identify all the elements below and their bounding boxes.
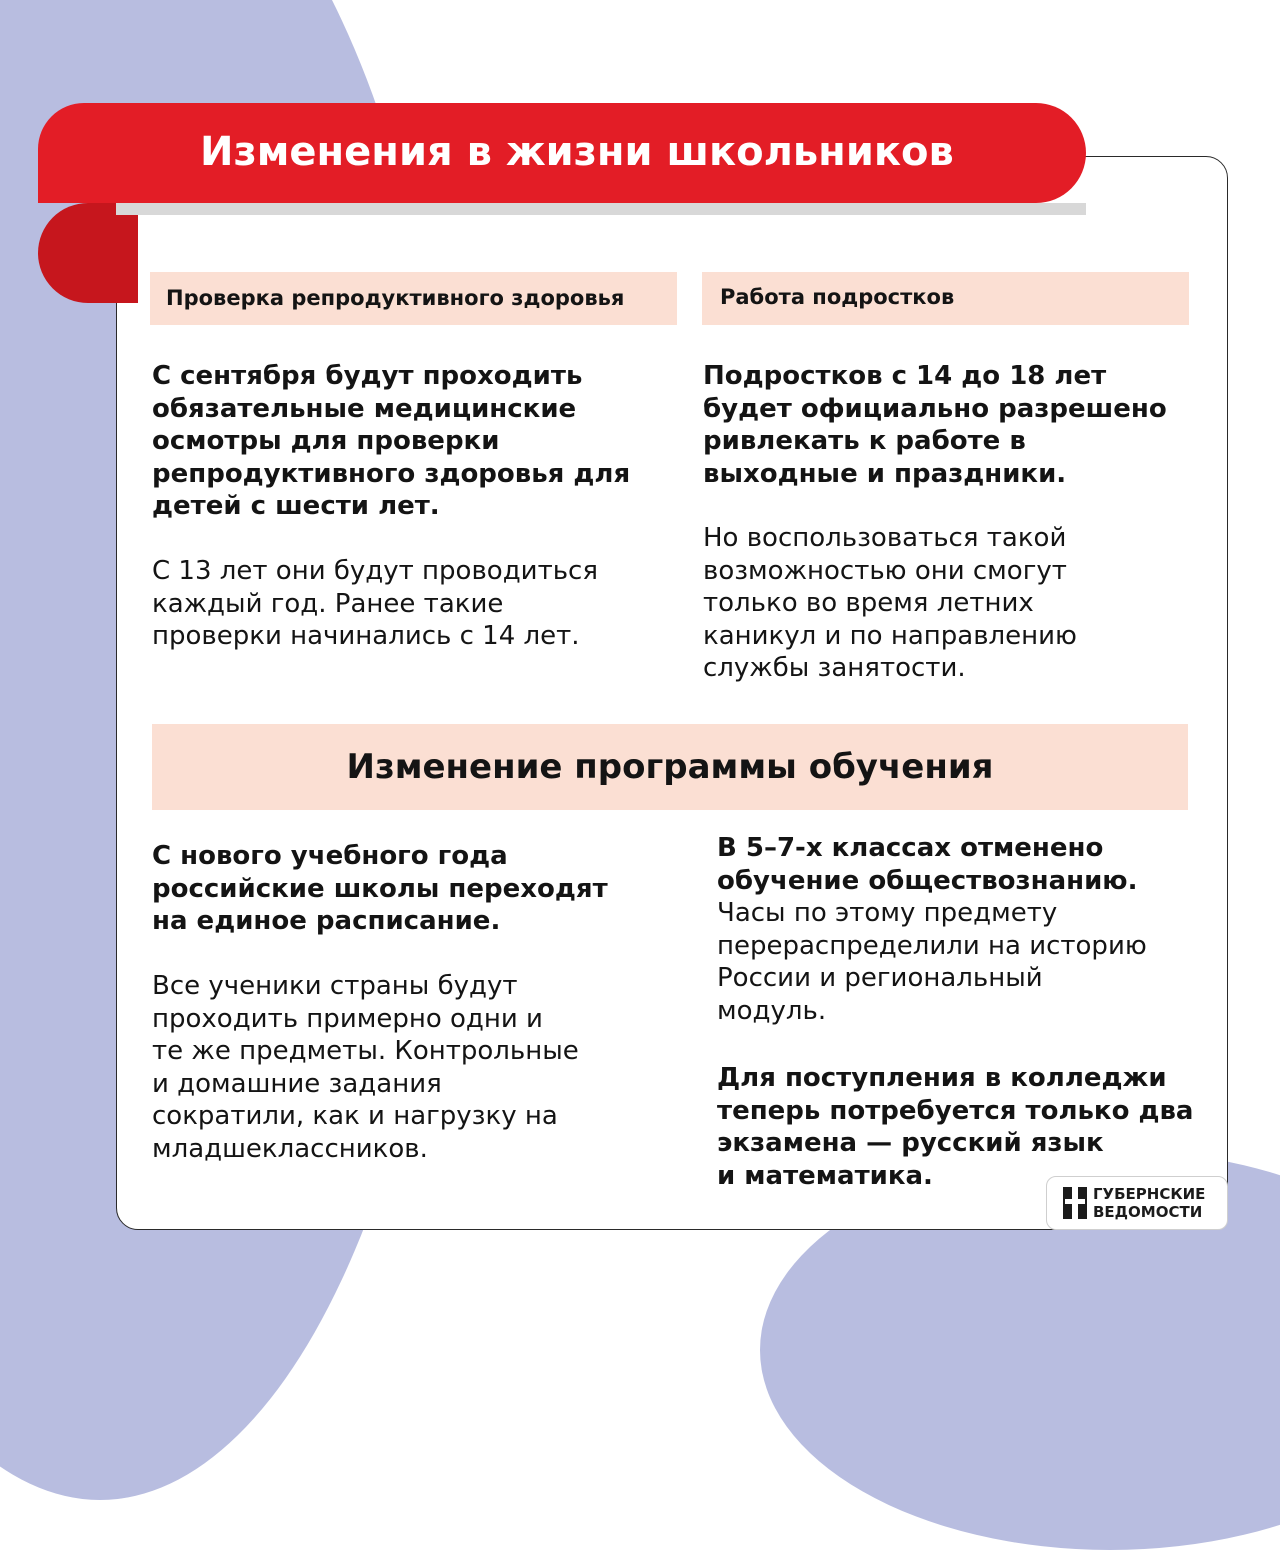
text-line: будет официально разрешено xyxy=(703,393,1167,424)
text-line: проверки начинались с 14 лет. xyxy=(152,621,580,651)
publisher-name-line1: ГУБЕРНСКИЕ xyxy=(1093,1185,1206,1203)
work-text xyxy=(703,522,1077,685)
work-label xyxy=(702,272,1189,325)
text-line: проходить примерно одни и xyxy=(152,1003,543,1034)
work-bold-text xyxy=(703,360,1167,490)
page-title: Изменения в жизни школьников xyxy=(200,129,954,175)
publisher-name-line2: ВЕДОМОСТИ xyxy=(1093,1203,1203,1221)
text-line: Подростков с 14 до 18 лет xyxy=(703,361,1107,391)
health-text xyxy=(152,555,598,653)
text-line: выходные и праздники. xyxy=(703,458,1067,489)
text-line: на единое расписание. xyxy=(152,906,501,936)
text-line: каждый год. Ранее такие xyxy=(152,588,504,619)
text-line: С 13 лет они будут проводиться xyxy=(152,556,598,586)
program-right-bold-text-2 xyxy=(717,1062,1193,1192)
text-line: России и региональный xyxy=(717,963,1043,993)
text-line: только во время летних xyxy=(703,588,1034,618)
text-line: теперь потребуется только два xyxy=(717,1095,1194,1126)
work-label-text: Работа подростков xyxy=(720,285,955,309)
text-line: перераспределили на историю xyxy=(717,930,1147,961)
text-line: Часы по этому предмету xyxy=(717,898,1058,928)
text-line: Все ученики страны будут xyxy=(152,971,518,1001)
text-line: каникул и по направлению xyxy=(703,620,1077,651)
text-line: обязательные медицинские xyxy=(152,393,577,424)
text-line: модуль. xyxy=(717,995,827,1026)
text-line: экзамена — русский язык xyxy=(717,1128,1104,1158)
text-line: ривлекать к работе в xyxy=(703,426,1026,456)
program-right-text xyxy=(717,832,1147,1027)
text-line: и домашние задания xyxy=(152,1068,442,1099)
text-line: обучение обществознанию. xyxy=(717,865,1138,896)
text-line: детей с шести лет. xyxy=(152,491,440,521)
program-left-text xyxy=(152,970,579,1165)
text-line: Но воспользоваться такой xyxy=(703,523,1067,553)
text-line: сократили, как и нагрузку на xyxy=(152,1101,558,1131)
text-line: те же предметы. Контрольные xyxy=(152,1036,579,1066)
health-label-text: Проверка репродуктивного здоровья xyxy=(166,286,625,310)
program-left-bold-text xyxy=(152,840,608,938)
banner-fold xyxy=(38,203,138,303)
text-line: российские школы переходят xyxy=(152,873,608,904)
text-line: репродуктивного здоровья для xyxy=(152,458,631,489)
text-line: и математика. xyxy=(717,1160,933,1191)
text-line: младшеклассников. xyxy=(152,1133,428,1164)
text-line: Для поступления в колледжи xyxy=(717,1063,1167,1093)
health-label xyxy=(150,272,677,325)
text-line: С нового учебного года xyxy=(152,841,508,871)
program-section-title: Изменение программы обучения xyxy=(152,724,1188,810)
text-line: службы занятости. xyxy=(703,653,966,683)
text-line: осмотры для проверки xyxy=(152,426,500,456)
health-bold-text xyxy=(152,360,630,523)
text-line: возможностью они смогут xyxy=(703,555,1067,586)
publisher-logo xyxy=(1046,1176,1228,1230)
banner-shadow xyxy=(116,203,1086,215)
publisher-mark-icon xyxy=(1063,1187,1087,1219)
text-line: С сентября будут проходить xyxy=(152,361,583,391)
text-line: В 5–7-х классах отменено xyxy=(717,833,1104,863)
publisher-name xyxy=(1093,1185,1205,1221)
